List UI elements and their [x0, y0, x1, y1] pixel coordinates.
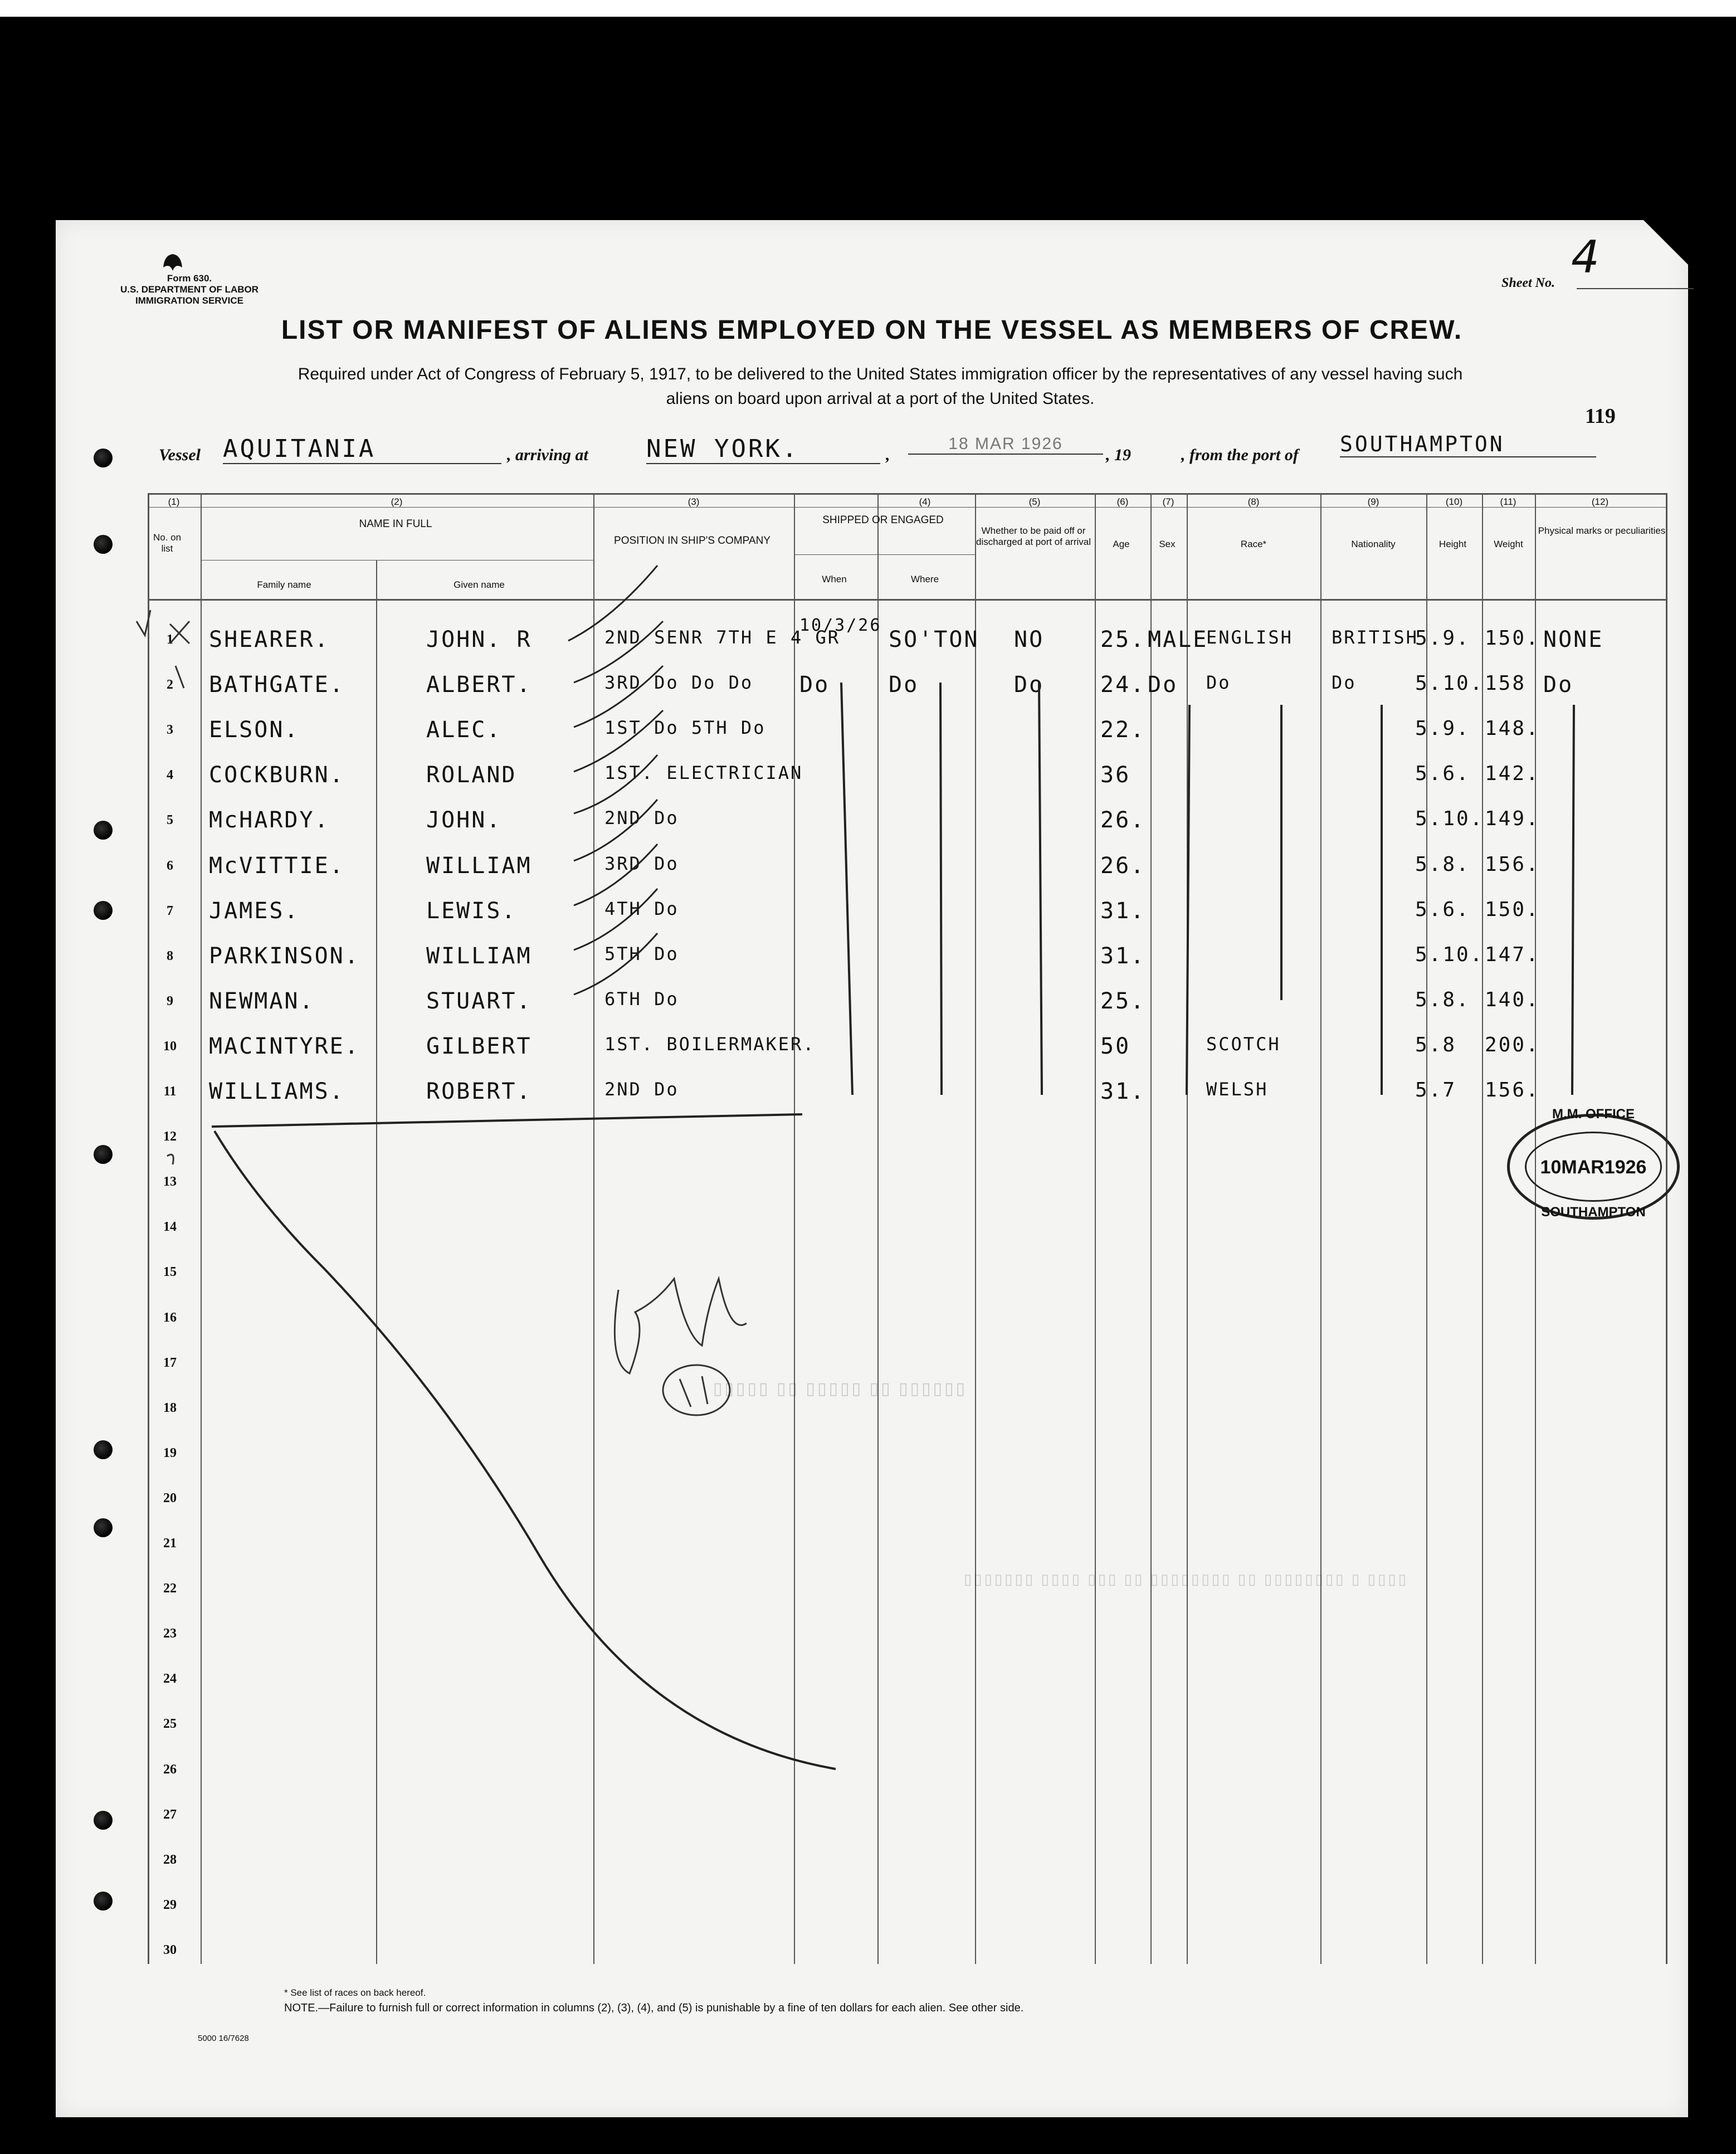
weight-cell: 150. [1485, 898, 1540, 921]
footnote-penalty: NOTE.—Failure to furnish full or correct information in columns (2), (3), (4), and (5) is punishable by a fine of ten dollars for each alien. See other side. [284, 2002, 1024, 2014]
row-number: 7 [167, 903, 173, 918]
subtitle-line-1: Required under Act of Congress of February 5, 1917, to be delivered to the United States immigration officer by the representatives of any vessel having such [298, 365, 1463, 383]
header-where: Where [910, 574, 939, 584]
header-family-name: Family name [257, 579, 311, 590]
header-sex: Sex [1159, 539, 1176, 549]
position-cell: 3RD Do Do Do [604, 672, 754, 694]
height-cell: 5.8. [1415, 852, 1470, 876]
mm-office-stamp [1507, 1107, 1680, 1220]
sheet-number-value: 4 [1571, 231, 1600, 283]
row-number: 3 [167, 723, 173, 738]
family-name-cell: ELSON. [209, 717, 300, 743]
column-number: (2) [391, 496, 403, 507]
row-number: 12 [163, 1129, 177, 1144]
row-number: 23 [163, 1626, 177, 1641]
row-number: 16 [163, 1310, 177, 1325]
stamp-date: 10MAR1926 [1540, 1157, 1647, 1178]
header-name-in-full: NAME IN FULL [359, 518, 432, 530]
physical-marks-cell: Do [1543, 672, 1574, 698]
column-number: (6) [1116, 496, 1129, 507]
weight-cell: 200. [1485, 1033, 1540, 1056]
position-cell: 1ST. BOILERMAKER. [604, 1033, 816, 1055]
age-cell: 31. [1100, 1079, 1146, 1104]
subtitle-line-2: aliens on board upon arrival at a port of the United States. [666, 389, 1095, 408]
race-cell: ENGLISH [1206, 627, 1293, 648]
stamp-location: SOUTHAMPTON [1541, 1205, 1646, 1220]
physical-marks-cell: NONE [1543, 627, 1604, 652]
race-cell: WELSH [1206, 1079, 1269, 1100]
paid-off-cell: NO [1014, 627, 1045, 652]
given-name-cell: ALBERT. [426, 672, 532, 698]
stamp-inner-ring [1525, 1107, 1662, 1220]
age-cell: 31. [1100, 898, 1146, 924]
shipped-when-cell: Do [799, 672, 830, 698]
column-number: (4) [919, 496, 931, 507]
page-title: LIST OR MANIFEST OF ALIENS EMPLOYED ON THE VESSEL AS MEMBERS OF CREW. [281, 315, 1463, 345]
row-number: 24 [163, 1671, 177, 1687]
header-when: When [822, 574, 847, 584]
family-name-cell: JAMES. [209, 898, 300, 924]
vessel-label: Vessel [159, 446, 201, 464]
arrival-date-stamp: 18 MAR 1926 [908, 435, 1103, 455]
position-cell: 2ND Do [604, 807, 679, 829]
height-cell: 5.10. [1415, 672, 1484, 695]
print-code: 5000 16/7628 [198, 2034, 249, 2043]
given-name-cell: STUART. [426, 988, 532, 1014]
race-cell: Do [1206, 672, 1231, 694]
sheet-number-label: Sheet No. [1501, 276, 1555, 290]
column-number: (12) [1591, 496, 1609, 507]
column-number: (10) [1445, 496, 1463, 507]
shipped-where-cell: SO'TON [889, 627, 979, 652]
age-cell: 31. [1100, 943, 1146, 969]
handwritten-annotations [56, 220, 1688, 2117]
column-number: (11) [1500, 496, 1516, 507]
family-name-cell: COCKBURN. [209, 762, 345, 788]
family-name-cell: NEWMAN. [209, 988, 315, 1014]
given-name-cell: ROLAND [426, 762, 517, 788]
ditto-lines [841, 683, 1574, 1095]
height-cell: 5.8. [1415, 988, 1470, 1011]
weight-cell: 148. [1485, 717, 1540, 740]
header-paid-off: Whether to be paid off or discharged at port of arrival [976, 525, 1091, 547]
row-number: 22 [163, 1581, 177, 1596]
height-cell: 5.10. [1415, 943, 1484, 966]
row-number: 10 [163, 1039, 177, 1054]
family-name-cell: WILLIAMS. [209, 1079, 345, 1104]
department-name: U.S. DEPARTMENT OF LABOR [120, 284, 259, 295]
column-number: (1) [168, 496, 180, 507]
row-number: 25 [163, 1717, 177, 1732]
row-number: 14 [163, 1220, 177, 1235]
form-number: Form 630. [167, 273, 212, 284]
stamp-office: M.M. OFFICE [1552, 1107, 1635, 1122]
age-cell: 25. [1100, 627, 1146, 652]
row-number: 8 [167, 948, 173, 963]
position-cell: 2ND Do [604, 1079, 679, 1100]
age-cell: 25. [1100, 988, 1146, 1014]
row-number: 20 [163, 1490, 177, 1505]
given-name-cell: JOHN. [426, 807, 502, 834]
row-number: 11 [163, 1084, 177, 1099]
manifest-sheet [56, 220, 1688, 2117]
column-number: (3) [687, 496, 700, 507]
age-cell: 22. [1100, 717, 1146, 743]
row-number: 13 [163, 1175, 177, 1190]
height-cell: 5.6. [1415, 762, 1470, 786]
shipped-where-cell: Do [889, 672, 919, 698]
row-number: 15 [163, 1265, 177, 1280]
weight-cell: 158 [1485, 672, 1527, 695]
position-cell: 6TH Do [604, 988, 679, 1010]
row-number: 26 [163, 1762, 177, 1777]
family-name-cell: McHARDY. [209, 807, 330, 834]
given-name-cell: LEWIS. [426, 898, 517, 924]
age-cell: 26. [1100, 807, 1146, 834]
header-nationality: Nationality [1351, 539, 1396, 549]
column-number: (5) [1028, 496, 1041, 507]
height-cell: 5.7 [1415, 1079, 1457, 1102]
column-number: (9) [1367, 496, 1379, 507]
row-number: 6 [167, 858, 173, 873]
height-cell: 5.9. [1415, 717, 1470, 740]
vessel-name: AQUITANIA [223, 435, 501, 464]
year-label: , 19 [1106, 446, 1131, 464]
arrival-port: NEW YORK. [646, 435, 880, 464]
row-number: 1 [167, 632, 173, 647]
sex-cell: Do [1148, 672, 1178, 698]
cancel-lines [212, 1114, 836, 1769]
row-number: 27 [163, 1807, 177, 1822]
header-given-name: Given name [453, 579, 505, 590]
row-number: 29 [163, 1897, 177, 1912]
row-number: 4 [167, 768, 173, 783]
margin-tick-icons [136, 610, 189, 1164]
header-age: Age [1113, 539, 1130, 549]
given-name-cell: ALEC. [426, 717, 502, 743]
row-number: 21 [163, 1536, 177, 1551]
bleed-through-text: ▯▯▯▯▯▯▯ ▯▯▯▯ ▯▯▯ ▯▯ ▯▯▯▯▯▯▯▯ ▯▯ ▯▯▯▯▯▯▯▯ ▯ ▯▯▯▯ [964, 1571, 1408, 1587]
family-name-cell: BATHGATE. [209, 672, 345, 698]
header-no-on-list: No. on list [153, 532, 182, 554]
row-number: 5 [167, 813, 173, 828]
weight-cell: 150. [1485, 627, 1540, 650]
position-cell: 5TH Do [604, 943, 679, 964]
age-cell: 36 [1100, 762, 1131, 788]
age-cell: 50 [1100, 1033, 1131, 1059]
row-number: 28 [163, 1852, 177, 1867]
row-number: 18 [163, 1400, 177, 1415]
header-height: Height [1438, 539, 1467, 549]
scan-top-border [0, 0, 1736, 17]
family-name-cell: PARKINSON. [209, 943, 360, 969]
weight-cell: 149. [1485, 807, 1540, 831]
position-cell: 4TH Do [604, 898, 679, 919]
given-name-cell: WILLIAM [426, 943, 532, 969]
paid-off-cell: Do [1014, 672, 1045, 698]
row-number: 9 [167, 993, 173, 1008]
height-cell: 5.6. [1415, 898, 1470, 921]
position-cell: 1ST. ELECTRICIAN [604, 762, 803, 784]
arriving-label: , arriving at [507, 446, 588, 464]
family-name-cell: MACINTYRE. [209, 1033, 360, 1059]
row-number: 17 [163, 1355, 177, 1370]
given-name-cell: ROBERT. [426, 1079, 532, 1104]
height-cell: 5.10. [1415, 807, 1484, 831]
footnote-races: * See list of races on back hereof. [284, 1987, 426, 1998]
row-number: 30 [163, 1942, 177, 1957]
height-cell: 5.9. [1415, 627, 1470, 650]
nationality-cell: Do [1332, 672, 1357, 694]
page-number: 119 [1585, 405, 1616, 428]
from-port-label: , from the port of [1181, 446, 1299, 464]
race-cell: SCOTCH [1206, 1033, 1281, 1055]
service-name: IMMIGRATION SERVICE [135, 295, 243, 306]
column-number: (8) [1247, 496, 1260, 507]
given-name-cell: JOHN. R [426, 627, 532, 652]
row-number: 2 [167, 678, 173, 693]
header-shipped-engaged: SHIPPED OR ENGAGED [822, 514, 944, 526]
family-name-cell: SHEARER. [209, 627, 330, 652]
weight-cell: 140. [1485, 988, 1540, 1011]
departure-port: SOUTHAMPTON [1340, 432, 1596, 457]
position-cell: 2ND SENR 7TH E 4 GR [604, 627, 841, 648]
nationality-cell: BRITISH [1332, 627, 1418, 648]
header-weight: Weight [1494, 539, 1523, 549]
height-cell: 5.8 [1415, 1033, 1457, 1056]
position-cell: 3RD Do [604, 852, 679, 874]
age-cell: 24. [1100, 672, 1146, 698]
age-cell: 26. [1100, 852, 1146, 879]
row-number: 19 [163, 1445, 177, 1460]
checkmark-icons [568, 566, 663, 995]
column-number: (7) [1162, 496, 1174, 507]
header-position: POSITION IN SHIP'S COMPANY [614, 535, 771, 547]
given-name-cell: WILLIAM [426, 852, 532, 879]
family-name-cell: McVITTIE. [209, 852, 345, 879]
shipped-when-cell: 10/3/26 [799, 616, 882, 635]
sex-cell: MALE [1148, 627, 1208, 652]
weight-cell: 142. [1485, 762, 1540, 786]
given-name-cell: GILBERT [426, 1033, 532, 1059]
bleed-through-text: ▯▯▯▯▯ ▯▯ ▯▯▯▯▯ ▯▯ ▯▯▯▯▯▯ [713, 1380, 968, 1398]
header-race: Race* [1240, 539, 1267, 549]
comma-separator: , [886, 446, 890, 464]
position-cell: 1ST Do 5TH Do [604, 717, 766, 739]
weight-cell: 156. [1485, 1079, 1540, 1102]
weight-cell: 156. [1485, 852, 1540, 876]
header-physical-marks: Physical marks or peculiarities [1538, 525, 1666, 536]
weight-cell: 147. [1485, 943, 1540, 966]
